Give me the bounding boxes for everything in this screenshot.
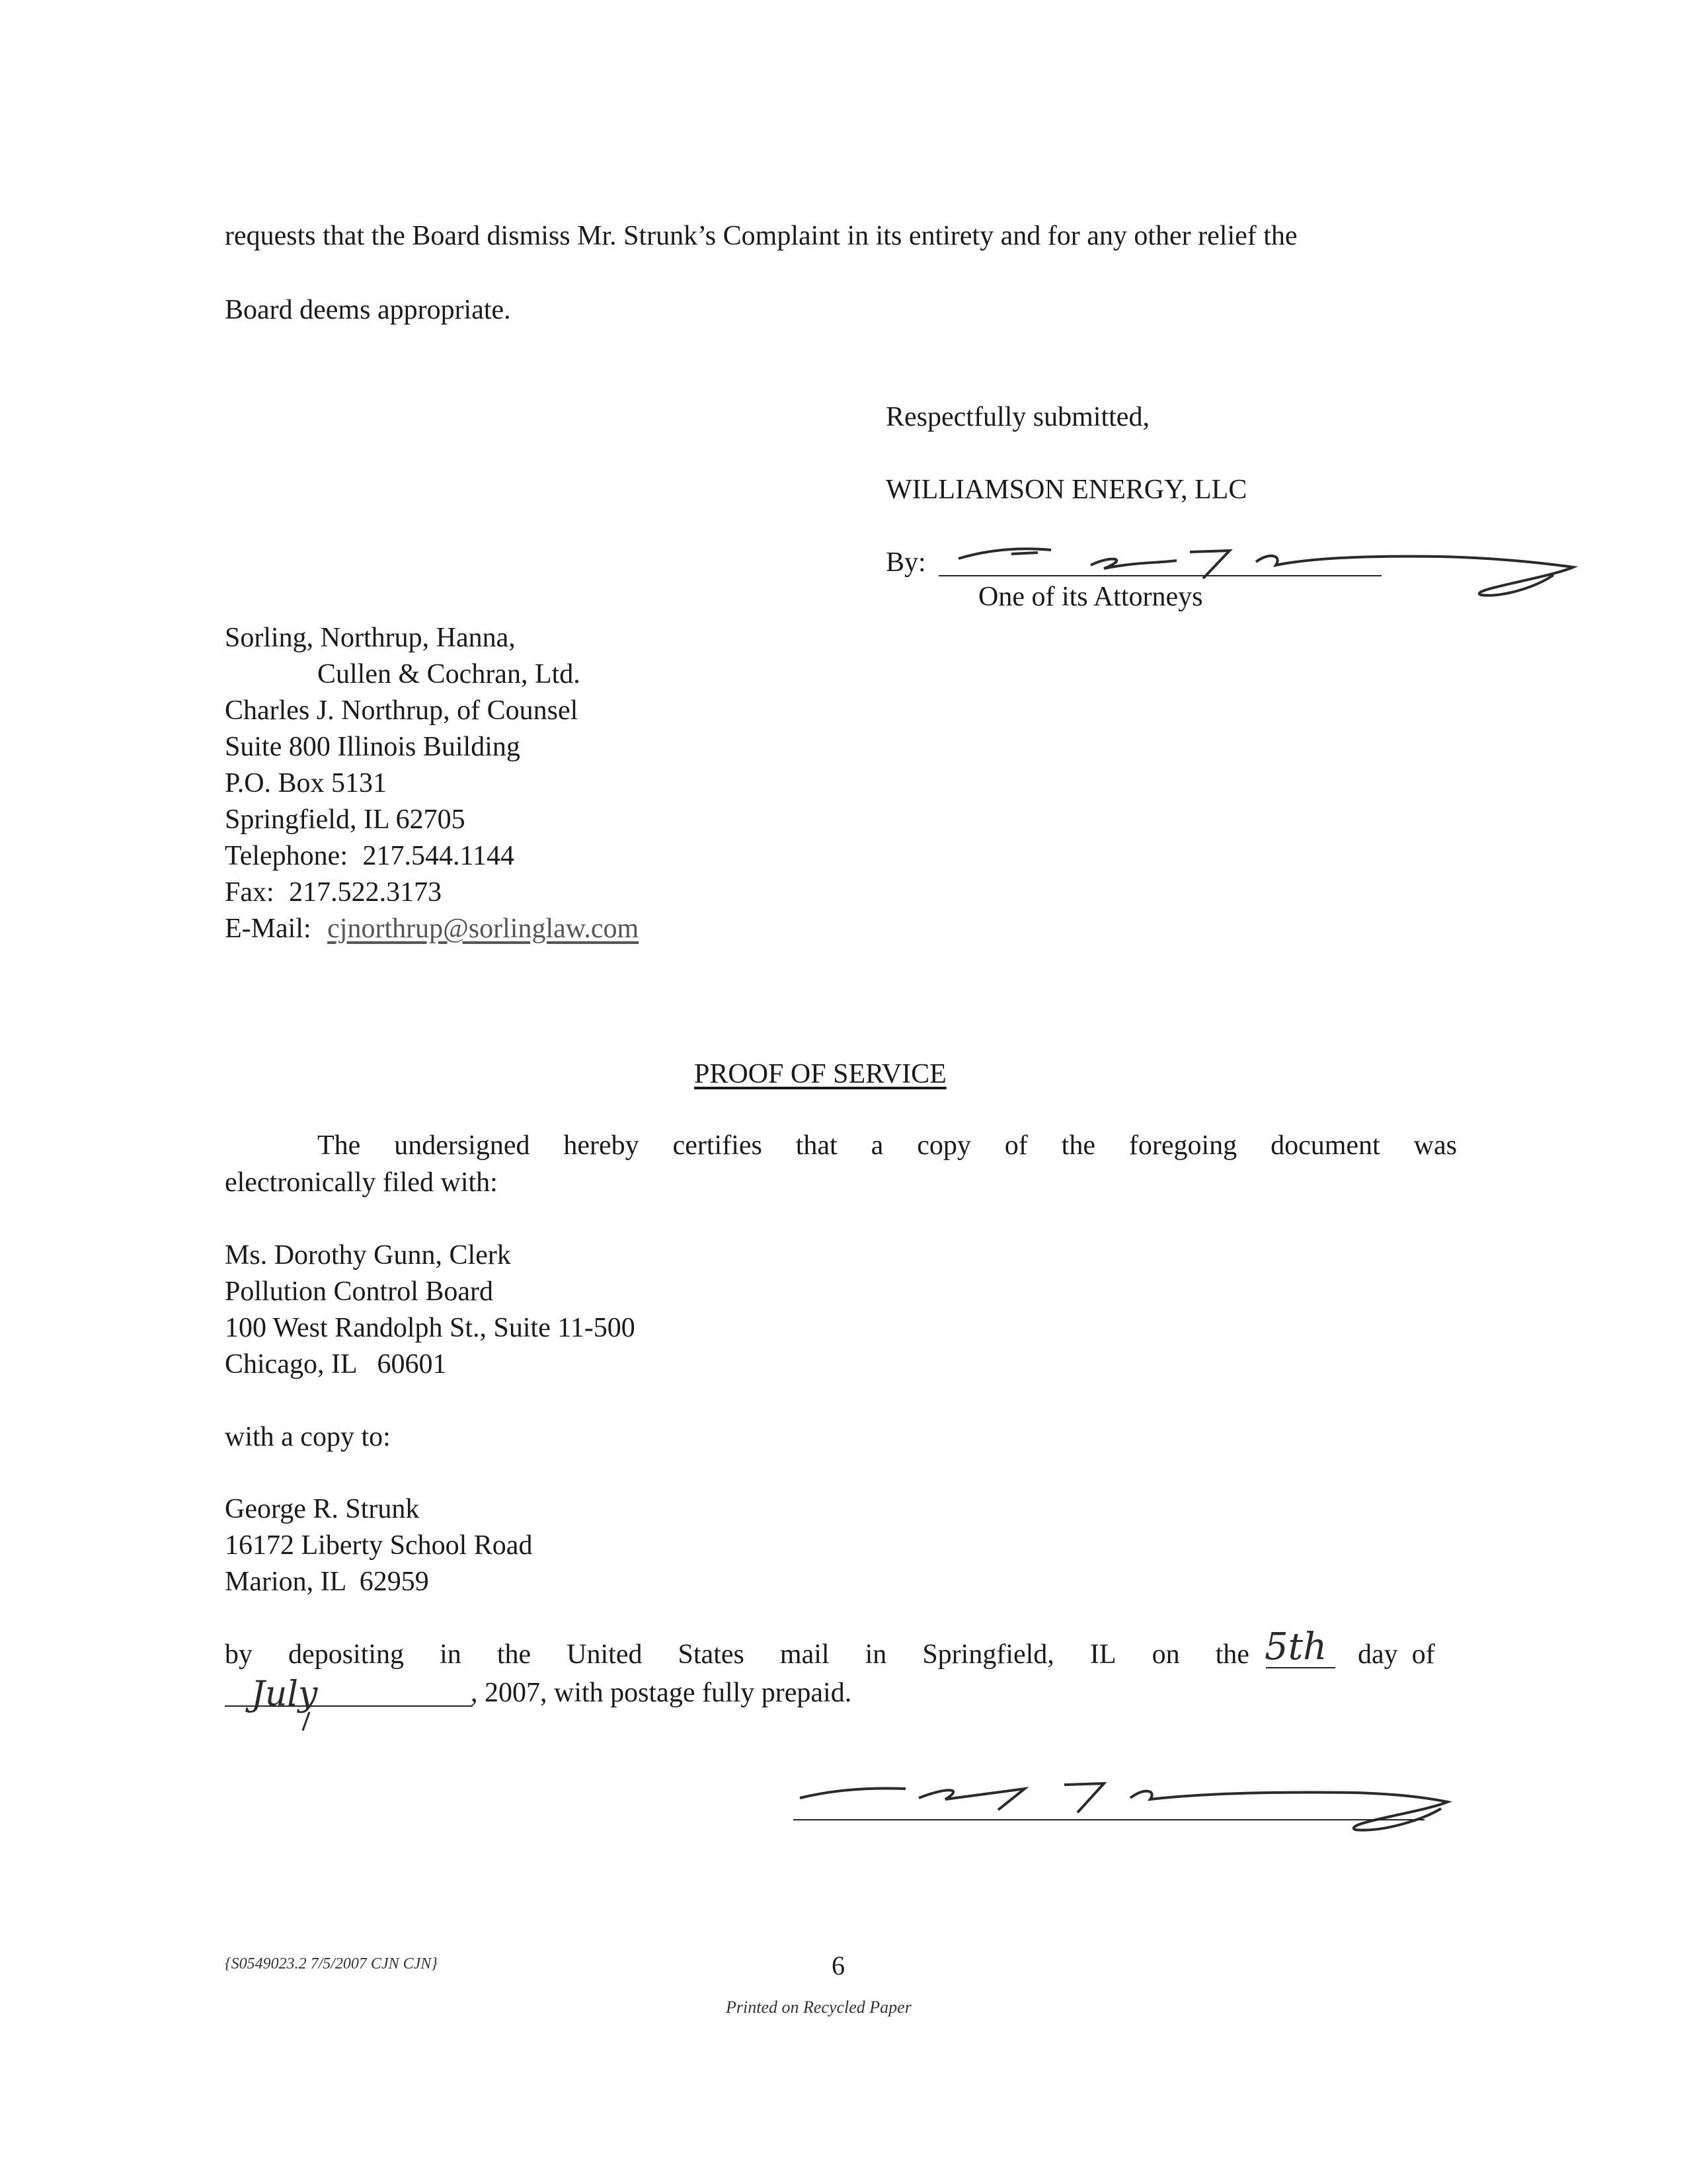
day-of-text: day of [1358,1639,1435,1670]
deposit-word: in [865,1639,887,1670]
firm-name-line-2: Cullen & Cochran, Ltd. [317,659,580,689]
proof-of-service-heading: PROOF OF SERVICE [694,1059,947,1089]
server-signature-line [793,1819,1425,1820]
page-number: 6 [832,1951,845,1980]
copy-to-label: with a copy to: [225,1422,391,1452]
service-intro-line-1 [317,1132,1457,1159]
recipient-city: Marion, IL 62959 [225,1567,429,1597]
service-intro-word: of [1004,1130,1028,1161]
closing-paragraph-line-1: requests that the Board dismiss Mr. Strunk’s Complaint in its entirety and for any other relief the [225,221,1298,251]
clerk-city: Chicago, IL 60601 [225,1349,447,1380]
service-intro-word: foregoing [1128,1130,1237,1161]
counsel-telephone [225,842,514,870]
email-link[interactable]: cjnorthrup@sorlinglaw.com [327,914,639,944]
service-intro-word: was [1413,1130,1457,1161]
deposit-word: by [225,1639,253,1670]
counsel-email [225,915,639,943]
service-intro-word: certifies [672,1130,762,1161]
service-intro-word: that [795,1130,838,1161]
deposit-word: on [1152,1639,1180,1670]
attorney-name: Charles J. Northrup, of Counsel [225,695,578,726]
attorney-role: One of its Attorneys [978,582,1203,612]
deposit-word: the [496,1639,531,1670]
firm-name-line-1: Sorling, Northrup, Hanna, [225,623,516,653]
deposit-word: IL [1089,1639,1117,1670]
valediction: Respectfully submitted, [886,402,1150,432]
fax-number: 217.522.3173 [289,877,442,908]
deposit-word: depositing [288,1639,405,1670]
handwritten-day-text: 5th [1265,1625,1327,1668]
deposit-word: States [678,1639,744,1670]
service-intro-word: a [871,1130,884,1161]
by-label: By: [886,547,926,578]
recycled-paper-note: Printed on Recycled Paper [726,1998,912,2017]
service-intro-line-2: electronically filed with: [225,1167,498,1198]
closing-paragraph-line-2: Board deems appropriate. [225,295,511,325]
handwritten-month-text: July [251,1674,318,1714]
counsel-city: Springfield, IL 62705 [225,804,465,835]
deposit-line-2: , 2007, with postage fully prepaid. [471,1678,852,1708]
service-intro-word: the [1061,1130,1095,1161]
fax-label: Fax: [225,877,274,908]
clerk-street: 100 West Randolph St., Suite 11-500 [225,1313,635,1343]
recipient-street: 16172 Liberty School Road [225,1530,533,1561]
deposit-word: Springfield, [922,1639,1054,1670]
clerk-name: Ms. Dorothy Gunn, Clerk [225,1240,511,1270]
company-name: WILLIAMSON ENERGY, LLC [886,475,1247,505]
service-intro-word: document [1271,1130,1380,1161]
counsel-po-box: P.O. Box 5131 [225,768,387,799]
service-intro-word: undersigned [394,1130,530,1161]
service-intro-word: The [317,1130,361,1161]
deposit-word: in [440,1639,461,1670]
email-label: E-Mail: [225,914,311,944]
deposit-word: United [567,1639,643,1670]
counsel-fax [225,878,442,906]
clerk-board: Pollution Control Board [225,1276,494,1307]
recipient-name: George R. Strunk [225,1494,420,1524]
deposit-word: mail [779,1639,830,1670]
document-id: {S0549023.2 7/5/2007 CJN CJN} [225,1955,438,1972]
counsel-suite: Suite 800 Illinois Building [225,732,520,762]
telephone-label: Telephone: [225,841,348,871]
service-intro-word: hereby [563,1130,639,1161]
telephone-number: 217.544.1144 [362,841,514,871]
service-intro-word: copy [917,1130,971,1161]
handwritten-month [238,1651,436,1737]
deposit-word: the [1215,1639,1249,1670]
server-signature [787,1758,1474,1851]
